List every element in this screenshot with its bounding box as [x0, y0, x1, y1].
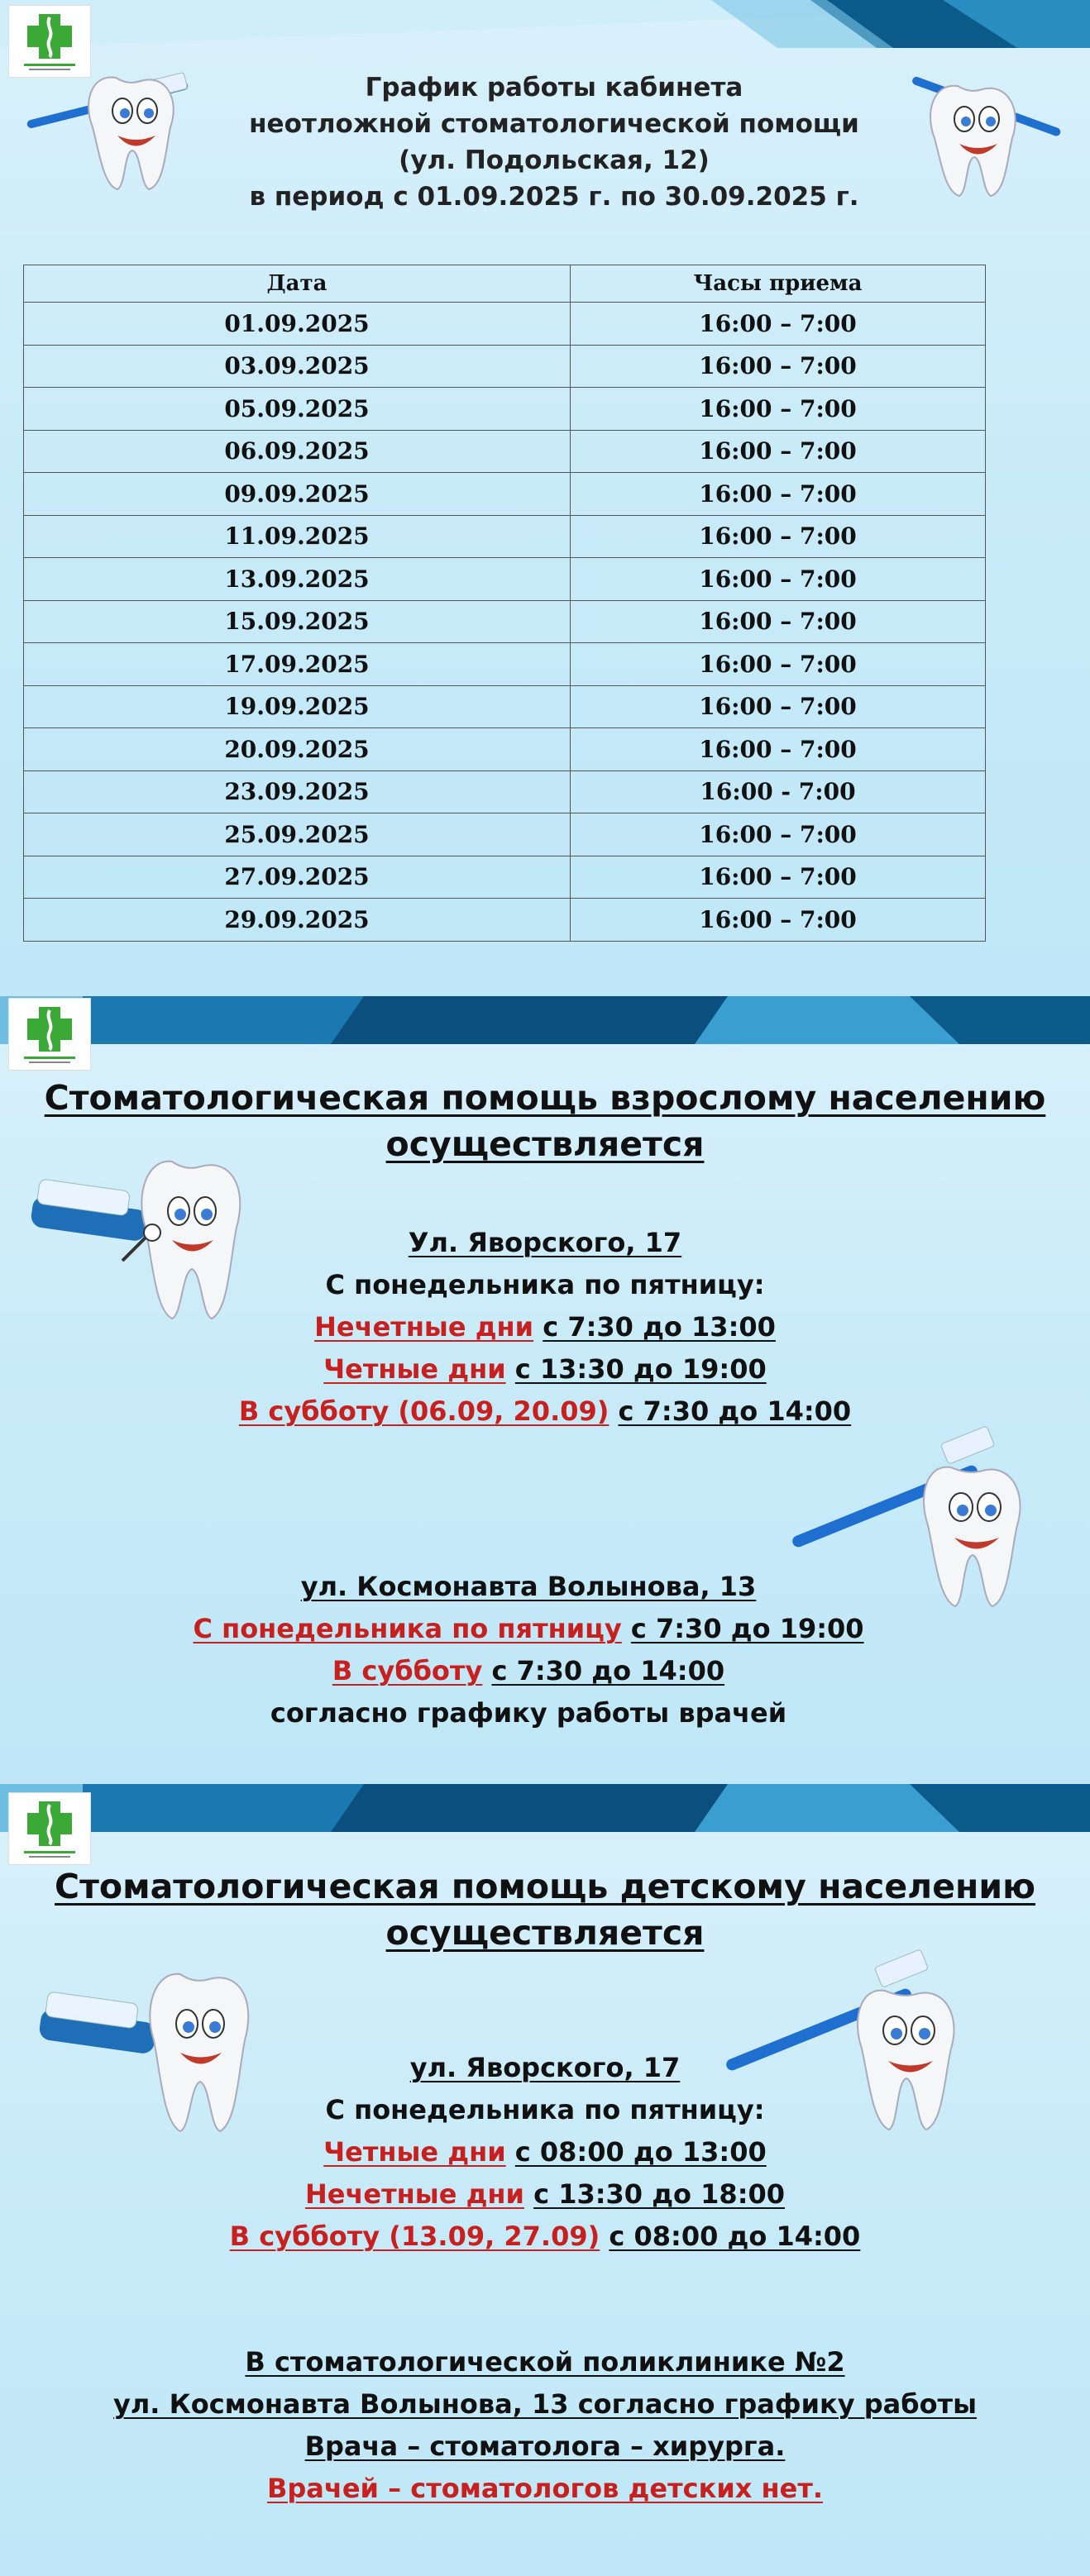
table-row	[24, 899, 986, 942]
date-cell: 20.09.2025	[24, 728, 571, 771]
even-days-time: с 13:30 до 19:00	[514, 1353, 767, 1385]
table-row	[24, 856, 986, 899]
hours-cell: 16:00 – 7:00	[571, 473, 986, 516]
date-cell: 19.09.2025	[24, 685, 571, 728]
hours-cell: 16:00 – 7:00	[571, 345, 986, 388]
address-yavorskogo: ул. Яворского, 17	[409, 2052, 681, 2083]
clinic-logo	[8, 998, 91, 1071]
date-cell: 17.09.2025	[24, 643, 571, 686]
schedule-table	[23, 265, 986, 942]
date-cell: 27.09.2025	[24, 856, 571, 899]
date-cell: 13.09.2025	[24, 558, 571, 601]
clinic-name: В стоматологической поликлинике №2	[245, 2346, 845, 2378]
table-row	[24, 643, 986, 686]
table-row	[24, 430, 986, 473]
hours-cell: 16:00 – 7:00	[571, 728, 986, 771]
date-cell: 06.09.2025	[24, 430, 571, 473]
clinic-2-info	[83, 2341, 1007, 2510]
hours-cell: 16:00 – 7:00	[571, 558, 986, 601]
no-pediatric-note: Врачей – стоматологов детских нет.	[266, 2473, 824, 2504]
title-line: График работы кабинета	[365, 73, 743, 103]
date-cell: 11.09.2025	[24, 515, 571, 558]
table-row	[24, 813, 986, 856]
yavorskogo-child-hours	[207, 2047, 883, 2258]
decorative-top-band	[0, 0, 1090, 48]
schedule-note: согласно графику работы врачей	[270, 1697, 787, 1729]
address-volynova: ул. Космонавта Волынова, 13	[300, 1571, 757, 1602]
saturday-time: с 7:30 до 14:00	[618, 1395, 852, 1427]
odd-days-label: Нечетные дни	[304, 2178, 524, 2210]
odd-days-label: Нечетные дни	[314, 1311, 534, 1343]
volynova-adult-hours	[190, 1566, 867, 1734]
panel-adult-dental-care	[0, 996, 1090, 1784]
address-yavorskogo: Ул. Яворского, 17	[408, 1227, 682, 1258]
column-header-hours: Часы приема	[571, 265, 986, 303]
hours-cell: 16:00 – 7:00	[571, 856, 986, 899]
title-line: в период с 01.09.2025 г. по 30.09.2025 г.	[249, 182, 859, 212]
hours-cell: 16:00 – 7:00	[571, 813, 986, 856]
heading-line: осуществляется	[385, 1124, 705, 1164]
weekdays-label: С понедельника по пятницу:	[325, 2094, 765, 2125]
hours-cell: 16:00 – 7:00	[571, 643, 986, 686]
title-line: (ул. Подольская, 12)	[399, 145, 710, 175]
hours-cell: 16:00 – 7:00	[571, 515, 986, 558]
date-cell: 03.09.2025	[24, 345, 571, 388]
title-line: неотложной стоматологической помощи	[249, 109, 859, 139]
clinic-logo	[8, 1792, 91, 1865]
clinic-address: ул. Космонавта Волынова, 13 согласно графику работы	[112, 2388, 978, 2420]
weekdays-label: С понедельника по пятницу	[193, 1613, 622, 1644]
hours-cell: 16:00 – 7:00	[571, 600, 986, 643]
saturday-time: с 08:00 до 14:00	[609, 2221, 861, 2252]
weekdays-label: С понедельника по пятницу:	[325, 1269, 765, 1300]
panel-child-dental-care	[0, 1784, 1090, 2576]
table-row	[24, 685, 986, 728]
hours-cell: 16:00 – 7:00	[571, 388, 986, 431]
saturday-label: В субботу (06.09, 20.09)	[238, 1395, 610, 1427]
table-row	[24, 473, 986, 516]
heading-line: Стоматологическая помощь детскому населению	[55, 1867, 1035, 1906]
weekdays-time: с 7:30 до 19:00	[630, 1613, 864, 1644]
hours-cell: 16:00 – 7:00	[571, 685, 986, 728]
table-row	[24, 303, 986, 346]
saturday-time: с 7:30 до 14:00	[491, 1655, 725, 1686]
table-row	[24, 558, 986, 601]
table-row	[24, 515, 986, 558]
odd-days-time: с 7:30 до 13:00	[543, 1311, 776, 1343]
even-days-time: с 08:00 до 13:00	[514, 2136, 767, 2168]
date-cell: 01.09.2025	[24, 303, 571, 346]
table-row	[24, 728, 986, 771]
hours-cell: 16:00 - 7:00	[571, 770, 986, 813]
even-days-label: Четные дни	[323, 2136, 506, 2168]
date-cell: 09.09.2025	[24, 473, 571, 516]
tooth-mascot-icon	[25, 53, 198, 210]
heading-line: Стоматологическая помощь взрослому населению	[44, 1078, 1046, 1118]
date-cell: 29.09.2025	[24, 899, 571, 942]
panel-emergency-schedule	[0, 0, 1090, 996]
date-cell: 23.09.2025	[24, 770, 571, 813]
even-days-label: Четные дни	[323, 1353, 506, 1385]
decorative-top-band	[0, 1784, 1090, 1832]
date-cell: 15.09.2025	[24, 600, 571, 643]
table-row	[24, 770, 986, 813]
hours-cell: 16:00 – 7:00	[571, 899, 986, 942]
yavorskogo-adult-hours	[207, 1222, 883, 1433]
hours-cell: 16:00 – 7:00	[571, 430, 986, 473]
table-row	[24, 600, 986, 643]
column-header-date: Дата	[24, 265, 571, 303]
schedule-title	[190, 69, 918, 215]
heading-line: осуществляется	[385, 1913, 705, 1953]
date-cell: 05.09.2025	[24, 388, 571, 431]
odd-days-time: с 13:30 до 18:00	[533, 2178, 786, 2210]
date-cell: 25.09.2025	[24, 813, 571, 856]
table-row	[24, 345, 986, 388]
table-row	[24, 388, 986, 431]
surgeon-note: Врача – стоматолога – хирурга.	[304, 2431, 786, 2462]
tooth-mascot-icon	[900, 68, 1065, 225]
decorative-top-band	[0, 996, 1090, 1044]
saturday-label: В субботу	[332, 1655, 483, 1686]
saturday-label: В субботу (13.09, 27.09)	[229, 2221, 600, 2252]
table-header-row	[24, 265, 986, 303]
hours-cell: 16:00 – 7:00	[571, 303, 986, 346]
